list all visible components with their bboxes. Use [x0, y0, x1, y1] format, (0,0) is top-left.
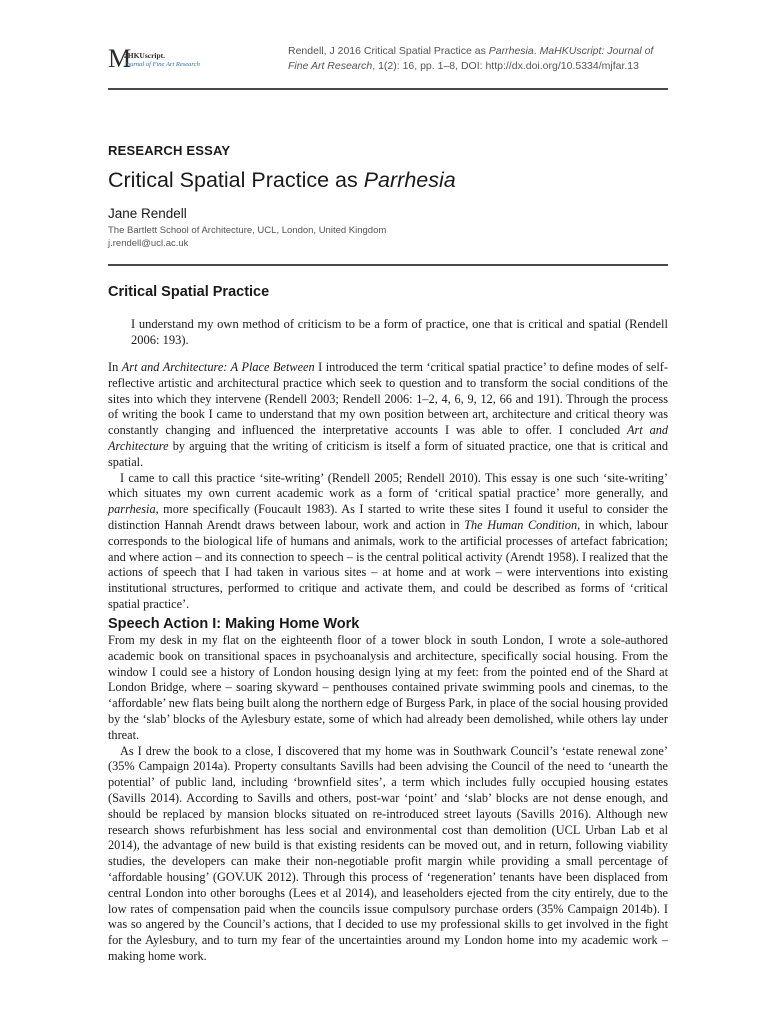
citation-text: Rendell, J 2016 Critical Spatial Practice as — [288, 45, 489, 57]
title-italic: Parrhesia — [363, 168, 456, 192]
section-heading: Speech Action I: Making Home Work — [108, 616, 360, 632]
author-affiliation: The Bartlett School of Architecture, UCL, London, United Kingdom — [108, 225, 387, 236]
section-heading: Critical Spatial Practice — [108, 284, 270, 300]
title-rule — [108, 264, 668, 266]
citation-text: . — [533, 45, 540, 57]
citation-doi[interactable]: , 1(2): 16, pp. 1–8, DOI: http://dx.doi.org/10.5334/mjfar.13 — [372, 60, 639, 72]
section-body — [108, 360, 668, 613]
citation — [288, 44, 668, 74]
logo-name: aHKUscript. — [124, 51, 166, 60]
citation-italic: Parrhesia — [488, 45, 534, 57]
title-text: Critical Spatial Practice as — [108, 168, 364, 192]
paragraph: In Art and Architecture: A Place Between I introduced the term ‘critical spatial practice’ to define modes of self-reflective artistic and architectural practice which seek to question and to transform the social conditions of the sites into which they intervene (Rendell 2003; Rendell 2006: 1–2, 4, 6, 9, 12, 66 and 191). Through the process of writing the book I came to understand that my own position between art, architecture and critical theory was constantly changing and influenced the interpretative accounts I was able to offer. I concluded Art and Architecture by arguing that the writing of criticism is itself a form of situated practice, one that is critical and spatial. — [108, 360, 669, 469]
article-title — [108, 168, 456, 193]
author-name: Jane Rendell — [108, 206, 187, 221]
section-type: RESEARCH ESSAY — [108, 143, 231, 158]
author-email[interactable]: j.rendell@ucl.ac.uk — [108, 238, 189, 249]
logo-subtitle: Journal of Fine Art Research — [124, 61, 200, 68]
header-rule — [108, 88, 668, 90]
block-quote: I understand my own method of criticism to be a form of practice, one that is critical and spatial (Rendell 2006: 193). — [131, 317, 668, 347]
journal-logo — [108, 46, 228, 76]
citation-journal: MaHKUscript: Journal of Fine Art Research — [288, 45, 654, 72]
section-body — [108, 633, 668, 965]
paragraph: From my desk in my flat on the eighteenth floor of a tower block in south London, I wrote a sole-authored academic book on transitional spaces in psychoanalysis and architecture, specifically social housing. From the window I could see a history of London housing design lying at my feet: from the pointed end of the Shard at London Bridge, where – soaring skyward – penthouses contained private swimming pools and cinemas, to the ‘affordable’ new flats being built along the northern edge of Burgess Park, in place of the social housing provided by the ‘slab’ blocks of the Aylesbury estate, some of which had already been demolished, while others lay under threat. — [108, 633, 668, 742]
paragraph: As I drew the book to a close, I discovered that my home was in Southwark Council’s ‘estate renewal zone’ (35% Campaign 2014a). Property consultants Savills had been advising the Council of the need to ‘unearth the potential’ of public land, including ‘brownfield sites’, a term which includes fully occupied housing estates (Savills 2014). According to Savills and others, post-war ‘point’ and ‘slab’ blocks are not dense enough, and should be replaced by mansion blocks situated on re-introduced street layouts (Savills 2016). Although new research shows refurbishment has less social and environmental cost than demolition (UCL Urban Lab et al 2014), the advantage of new build is that existing residents can be moved out, and in return, following viability studies, the developers can make their non-negotiable profit margin while providing a small percentage of ‘affordable housing’ (GOV.UK 2012). Through this process of ‘regeneration’ tenants have been displaced from central London into other boroughs (Lees et al 2014), and leaseholders ejected from the city entirely, due to the low rates of compensation paid when the councils issue compulsory purchase orders (35% Campaign 2014b). I was so angered by the Council’s actions, that I decided to use my professional skills to get involved in the fight for the Aylesbury, and to turn my fear of the uncertainties around my London home into my academic work – making home work. — [108, 743, 668, 963]
journal-header — [108, 40, 668, 90]
logo-mark: M — [108, 44, 132, 73]
paragraph: I came to call this practice ‘site-writing’ (Rendell 2005; Rendell 2010). This essay is one such ‘site-writing’ which situates my own current academic work as a form of ‘critical spatial practice’ more generally, and parrhesia, more specifically (Foucault 1983). As I started to write these sites I found it useful to consider the distinction Hannah Arendt draws between labour, work and action in The Human Condition, in which, labour corresponds to the biological life of humans and animals, work to the artificial processes of artefact fabrication; and where action – and its connection to speech – is the central political activity (Arendt 1958). I realized that the actions of speech that I had taken in various sites – at home and at work – were interventions into existing institutional structures, performed to critique and activate them, and could be described as forms of ‘critical spatial practice’. — [108, 470, 669, 611]
